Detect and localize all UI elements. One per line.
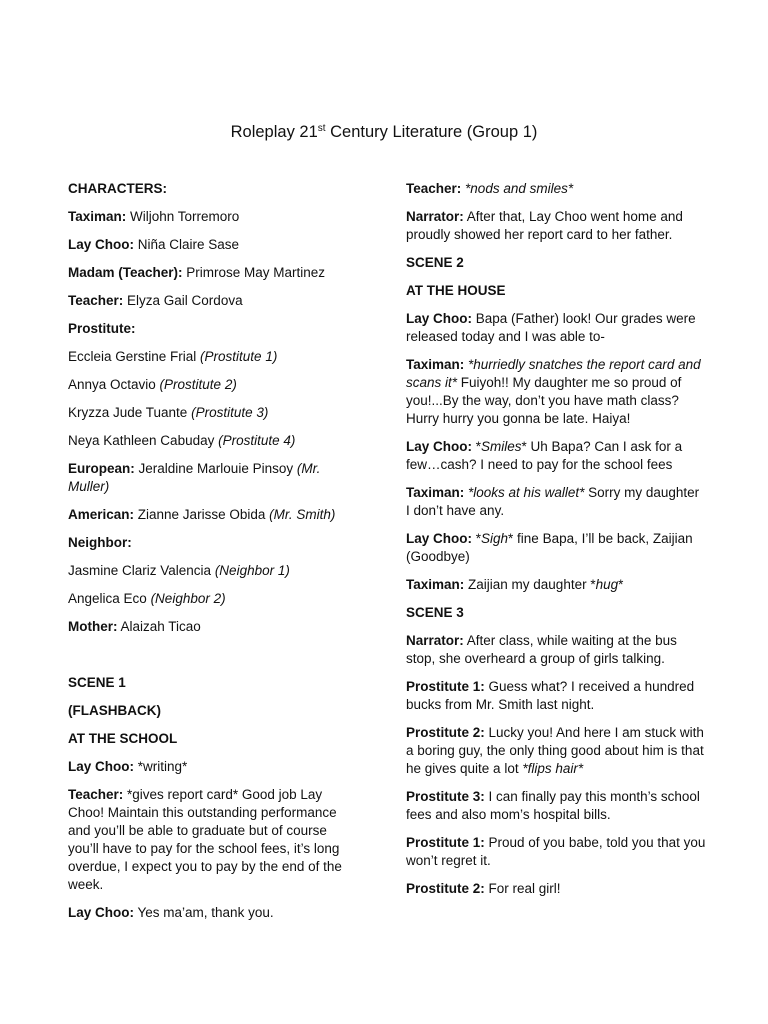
- stage-direction: *hurriedly snatches the report card and scans it*: [406, 357, 701, 390]
- speaker-label: Lay Choo:: [406, 531, 472, 546]
- section-heading: (FLASHBACK): [68, 703, 161, 718]
- script-line: [68, 590, 353, 608]
- stage-direction: *flips hair*: [522, 761, 584, 776]
- section-spacer: [68, 646, 353, 674]
- speaker-label: Prostitute 2:: [406, 881, 485, 896]
- script-line: [406, 834, 706, 870]
- script-line: [68, 348, 353, 366]
- line-text: For real girl!: [484, 881, 561, 896]
- stage-direction: (Prostitute 2): [159, 377, 237, 392]
- script-line: [406, 678, 706, 714]
- section-heading: Neighbor:: [68, 535, 132, 550]
- speaker-label: American:: [68, 507, 135, 522]
- line-text: * fine Bapa, I’ll be back, Zaijian (Goodbye): [406, 531, 693, 564]
- line-text: Zaijian my daughter *: [464, 577, 596, 592]
- line-text: *: [472, 439, 482, 454]
- speaker-label: Teacher:: [68, 293, 124, 308]
- speaker-label: Lay Choo:: [406, 439, 472, 454]
- line-text: *: [472, 531, 482, 546]
- line-text: Fuiyoh!! My daughter me so proud of you!...By the way, don’t you have math class? Hurry hurry you gonna be late. Haiya!: [406, 375, 682, 426]
- line-text: After that, Lay Choo went home and proudly showed her report card to her father.: [406, 209, 683, 242]
- stage-direction: (Mr. Muller): [68, 461, 321, 494]
- title-superscript: st: [317, 123, 326, 134]
- section-heading: SCENE 3: [406, 605, 464, 620]
- speaker-label: Teacher:: [68, 787, 124, 802]
- speaker-label: Taximan:: [406, 357, 465, 372]
- line-text: Primrose May Martinez: [182, 265, 326, 280]
- script-line: [68, 292, 353, 310]
- title-rest: Century Literature (Group 1): [325, 123, 538, 141]
- script-line: [406, 208, 706, 244]
- line-text: Elyza Gail Cordova: [123, 293, 243, 308]
- section-heading: CHARACTERS:: [68, 181, 167, 196]
- script-line: [68, 208, 353, 226]
- line-text: Bapa (Father) look! Our grades were released today and I was able to-: [406, 311, 696, 344]
- stage-direction: (Prostitute 4): [218, 433, 296, 448]
- left-column: [68, 180, 353, 932]
- script-line: [406, 632, 706, 668]
- stage-direction: (Neighbor 2): [150, 591, 226, 606]
- script-line: [406, 438, 706, 474]
- script-line: [68, 376, 353, 394]
- speaker-label: Lay Choo:: [68, 759, 134, 774]
- line-text: Zianne Jarisse Obida: [134, 507, 270, 522]
- line-text: Proud of you babe, told you that you won’t regret it.: [406, 835, 706, 868]
- line-text: Sorry my daughter I don’t have any.: [406, 485, 700, 518]
- line-text: Neya Kathleen Cabuday: [68, 433, 219, 448]
- line-text: Eccleia Gerstine Frial: [68, 349, 201, 364]
- speaker-label: Taximan:: [68, 209, 127, 224]
- stage-direction: Smiles: [481, 439, 522, 454]
- script-line: [406, 788, 706, 824]
- section-heading: Prostitute:: [68, 321, 136, 336]
- speaker-label: Narrator:: [406, 633, 464, 648]
- speaker-label: Lay Choo:: [68, 237, 134, 252]
- line-text: Jeraldine Marlouie Pinsoy: [134, 461, 297, 476]
- line-text: Yes ma’am, thank you.: [134, 905, 274, 920]
- line-text: Angelica Eco: [68, 591, 151, 606]
- script-line: [406, 484, 706, 520]
- title-main: Roleplay 21: [230, 123, 318, 141]
- speaker-label: Prostitute 1:: [406, 835, 485, 850]
- line-text: Niña Claire Sase: [134, 237, 240, 252]
- speaker-label: Lay Choo:: [406, 311, 472, 326]
- section-heading: SCENE 2: [406, 255, 464, 270]
- script-line: [406, 356, 706, 428]
- speaker-label: Prostitute 3:: [406, 789, 485, 804]
- script-line: [68, 904, 353, 922]
- speaker-label: Mother:: [68, 619, 118, 634]
- stage-direction: Sigh: [481, 531, 509, 546]
- right-column: [406, 180, 706, 908]
- script-line: [406, 576, 706, 594]
- speaker-label: Taximan:: [406, 485, 465, 500]
- script-line: [406, 180, 706, 198]
- script-line: [68, 460, 353, 496]
- script-line: [68, 404, 353, 422]
- speaker-label: Madam (Teacher):: [68, 265, 183, 280]
- script-line: [68, 506, 353, 524]
- stage-direction: *looks at his wallet*: [468, 485, 585, 500]
- speaker-label: Taximan:: [406, 577, 465, 592]
- line-text: Lucky you! And here I am stuck with a boring guy, the only thing good about him is that he gives quite a lot: [406, 725, 704, 776]
- line-text: Annya Octavio: [68, 377, 160, 392]
- stage-direction: (Mr. Smith): [269, 507, 336, 522]
- speaker-label: Prostitute 1:: [406, 679, 485, 694]
- script-line: [406, 724, 706, 778]
- script-line: [68, 264, 353, 282]
- speaker-label: Lay Choo:: [68, 905, 134, 920]
- script-line: [406, 310, 706, 346]
- section-heading: AT THE HOUSE: [406, 283, 506, 298]
- script-line: [406, 880, 706, 898]
- stage-direction: (Neighbor 1): [214, 563, 290, 578]
- script-line: [68, 758, 353, 776]
- line-text: After class, while waiting at the bus stop, she overheard a group of girls talking.: [406, 633, 677, 666]
- script-line: [68, 786, 353, 894]
- line-text: Guess what? I received a hundred bucks from Mr. Smith last night.: [406, 679, 695, 712]
- script-line: [68, 618, 353, 636]
- script-line: [68, 562, 353, 580]
- page-title: [0, 122, 768, 142]
- script-line: [406, 530, 706, 566]
- speaker-label: Prostitute 2:: [406, 725, 485, 740]
- stage-direction: (Prostitute 3): [191, 405, 269, 420]
- section-heading: SCENE 1: [68, 675, 126, 690]
- script-line: [68, 236, 353, 254]
- line-text: *: [618, 577, 624, 592]
- speaker-label: Narrator:: [406, 209, 464, 224]
- line-text: * Uh Bapa? Can I ask for a few…cash? I need to pay for the school fees: [406, 439, 683, 472]
- section-heading: AT THE SCHOOL: [68, 731, 178, 746]
- stage-direction: *nods and smiles*: [465, 181, 574, 196]
- line-text: *writing*: [134, 759, 188, 774]
- line-text: *gives report card* Good job Lay Choo! Maintain this outstanding performance and you’ll be able to graduate but of course you’ll have to pay for the school fees, it’s long overdue, I expect you to pay by the end of the week.: [68, 787, 342, 892]
- stage-direction: (Prostitute 1): [200, 349, 278, 364]
- line-text: Kryzza Jude Tuante: [68, 405, 192, 420]
- speaker-label: European:: [68, 461, 135, 476]
- stage-direction: hug: [595, 577, 619, 592]
- line-text: I can finally pay this month’s school fees and also mom’s hospital bills.: [406, 789, 700, 822]
- line-text: Jasmine Clariz Valencia: [68, 563, 215, 578]
- speaker-label: Teacher:: [406, 181, 462, 196]
- line-text: Wiljohn Torremoro: [126, 209, 240, 224]
- line-text: Alaizah Ticao: [117, 619, 201, 634]
- script-line: [68, 432, 353, 450]
